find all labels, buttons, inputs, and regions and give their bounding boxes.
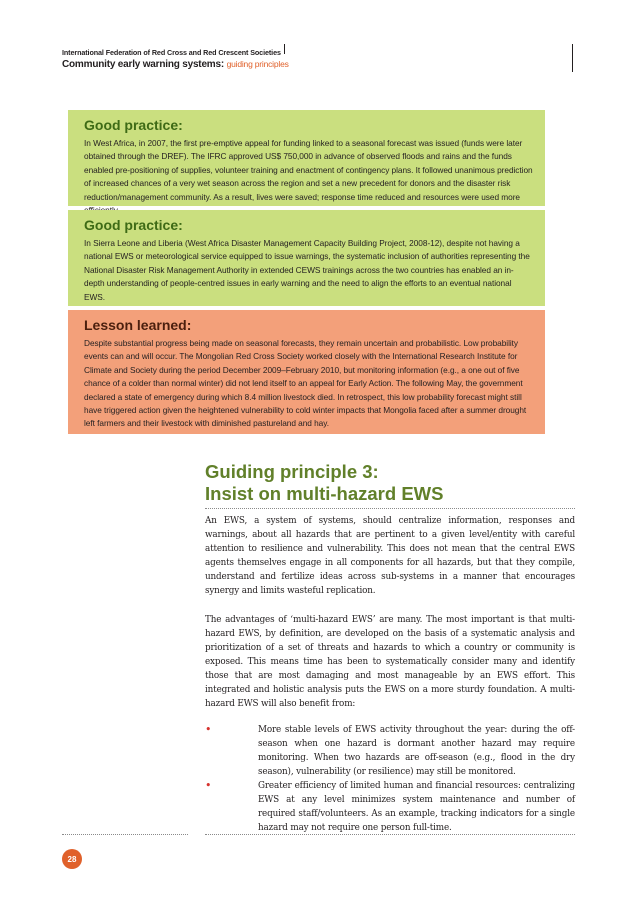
list-item-text: Greater efficiency of limited human and financial resources: centralizing EWS at any level minimizes system maintenance and number of required staff/volunteers. As an example, tracking indicators for a single hazard may not require one person full-time. xyxy=(258,781,575,833)
publication-title xyxy=(62,59,289,70)
box-text: In Sierra Leone and Liberia (West Africa Disaster Management Capacity Building Project, 2008-12), despite not having a national EWS or meteorological service equipped to issue warnings, the systematic inclusion of authorities representing the National Disaster Risk Management Authority in extended CEWS trainings across the two countries has enabled an in-depth understanding of people-centred issues in early warning and the need to align the efforts to an eventual national EWS. xyxy=(84,238,530,302)
box-title: Good practice: xyxy=(84,117,183,133)
publication-title-main: Community early warning systems: xyxy=(62,59,224,70)
footer-dotted-rule-right xyxy=(205,834,575,835)
section-heading-line2: Insist on multi-hazard EWS xyxy=(205,483,444,504)
benefits-list xyxy=(205,723,575,835)
bullet-marker: • xyxy=(205,779,212,792)
good-practice-box-west-africa xyxy=(68,110,545,206)
footer-dotted-rule-left xyxy=(62,834,188,835)
list-item xyxy=(205,723,575,779)
good-practice-box-sierra-leone xyxy=(68,210,545,306)
lesson-learned-box xyxy=(68,310,545,434)
heading-dotted-rule xyxy=(205,508,575,509)
box-text: Despite substantial progress being made on seasonal forecasts, they remain uncertain and probabilistic. Low probability events can and will occur. The Mongolian Red Cross Society worked closely with the International Research Institute for Climate and Society during the period December 2009–February 2010, but monitoring information (e.g., a one out of five chance of a colder than normal winter) did not lend itself to an appeal for Early Action. The following May, the government declared a state of emergency during which 8.4 million livestock died. In retrospect, this low probability forecast might still have triggered action given the heightened vulnerability to cold winter impacts that Mongolia faced after a summer drought left farmers and their livestock with diminished pastureland and hay. xyxy=(84,338,527,429)
publication-subtitle: guiding principles xyxy=(226,59,289,69)
bullet-marker: • xyxy=(205,723,212,736)
box-text: In West Africa, in 2007, the first pre-emptive appeal for funding linked to a seasonal forecast was issued (funds were later obtained through the DREF). The IFRC approved US$ 750,000 in advance of observed floods and rains and the funds enabled pre-positioning of supplies, volunteer training and enactment of contingency plans. It followed unanimous prediction of increased chances of a very wet season across the region and set a new precedent for donors and the disaster risk reduction/management community. As a result, lives were saved; response time reduced and resources were used more xyxy=(84,138,533,202)
list-item xyxy=(205,779,575,835)
header-divider-right xyxy=(572,44,573,72)
section-heading-line1: Guiding principle 3: xyxy=(205,461,379,482)
running-header xyxy=(62,44,574,74)
organization-name: International Federation of Red Cross and Red Crescent Societies xyxy=(62,48,281,57)
page-number: 28 xyxy=(62,849,82,869)
box-title: Lesson learned: xyxy=(84,317,192,333)
section-heading xyxy=(205,461,575,505)
body-paragraph: An EWS, a system of systems, should centralize information, responses and warnings, about all hazards that are pertinent to a given level/entity with careful attention to resilience and vulnerability. This does not mean that the central EWS agents themselves engage in all components for all hazards, but that they compile, understand and fertilize ideas across sub-systems in a manner that encourages synergy and limits wasteful replication. xyxy=(205,516,575,596)
list-item-text: More stable levels of EWS activity throughout the year: during the off-season when one hazard is dormant another hazard may require monitoring. When two hazards are off-season (e.g., flood in the dry season), vulnerability (or resilience) may still be monitored. xyxy=(258,725,575,777)
box-title: Good practice: xyxy=(84,217,183,233)
header-divider xyxy=(284,44,285,54)
body-paragraph: The advantages of ‘multi-hazard EWS’ are many. The most important is that multi-hazard EWS, by definition, are developed on the basis of a systematic analysis and prioritization of a set of threats and hazards to which a country or community is exposed. This means time has been to systematically consider many and identify those that are most damaging and most manageable by an EWS effort. This integrated and holistic analysis puts the EWS on a more sturdy foundation. A multi-hazard EWS will also benefit from: xyxy=(205,615,575,709)
